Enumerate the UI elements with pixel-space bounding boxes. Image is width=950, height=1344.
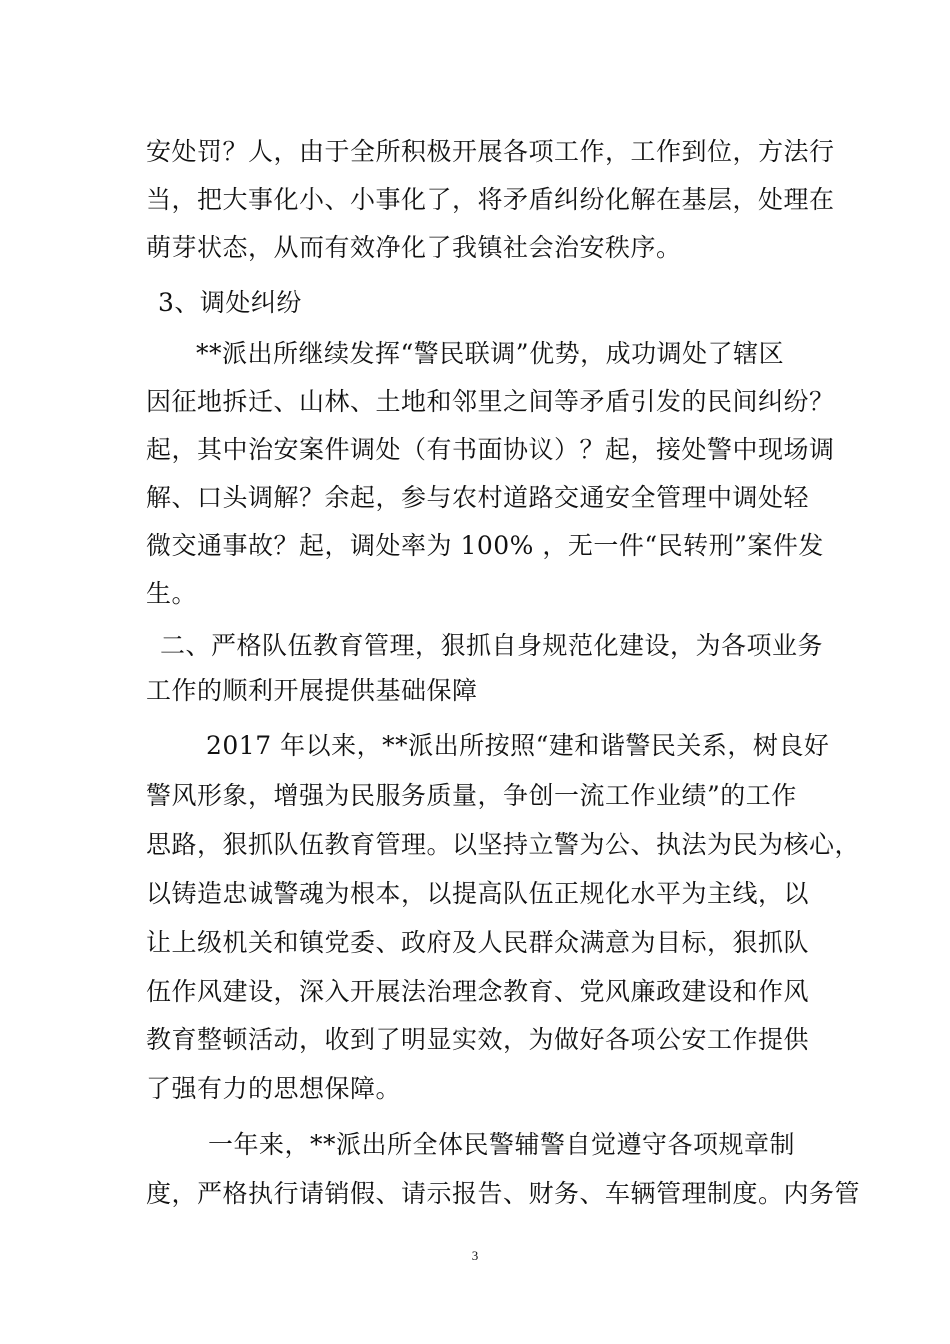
text-line: 一年来，**派出所全体民警辅警自觉遵守各项规章制 bbox=[208, 1130, 796, 1159]
text-line: 以铸造忠诚警魂为根本，以提高队伍正规化水平为主线，以 bbox=[146, 879, 810, 908]
section-heading: 二、严格队伍教育管理，狠抓自身规范化建设，为各项业务 bbox=[160, 631, 824, 660]
text-line: 安处罚？人，由于全所积极开展各项工作，工作到位，方法行 bbox=[146, 137, 835, 166]
text-line: 解、口头调解？余起，参与农村道路交通安全管理中调处轻 bbox=[146, 483, 810, 512]
text-line: 萌芽状态，从而有效净化了我镇社会治安秩序。 bbox=[146, 233, 682, 262]
text-line: 警风形象，增强为民服务质量，争创一流工作业绩”的工作 bbox=[146, 781, 797, 810]
text-line: 起，其中治安案件调处（有书面协议）？起，接处警中现场调 bbox=[146, 435, 835, 464]
section-heading: 工作的顺利开展提供基础保障 bbox=[146, 676, 478, 705]
page-number: 3 bbox=[471, 1248, 479, 1263]
text-line: **派出所继续发挥“警民联调”优势，成功调处了辖区 bbox=[196, 339, 785, 368]
text-line: 教育整顿活动，收到了明显实效，为做好各项公安工作提供 bbox=[146, 1025, 810, 1054]
text-line: 2017 年以来，**派出所按照“建和谐警民关系，树良好 bbox=[206, 731, 830, 760]
section-heading: 3、调处纠纷 bbox=[158, 288, 302, 317]
text-line: 度，严格执行请销假、请示报告、财务、车辆管理制度。内务管 bbox=[146, 1179, 861, 1208]
text-line: 当，把大事化小、小事化了，将矛盾纠纷化解在基层，处理在 bbox=[146, 185, 835, 214]
text-line: 了强有力的思想保障。 bbox=[146, 1074, 402, 1103]
text-line: 让上级机关和镇党委、政府及人民群众满意为目标，狠抓队 bbox=[146, 928, 810, 957]
text-line: 因征地拆迁、山林、土地和邻里之间等矛盾引发的民间纠纷？ bbox=[146, 387, 835, 416]
text-line: 生。 bbox=[146, 579, 198, 608]
text-line: 伍作风建设，深入开展法治理念教育、党风廉政建设和作风 bbox=[146, 977, 810, 1006]
text-line: 微交通事故？起，调处率为 100% ，无一件“民转刑”案件发 bbox=[146, 531, 824, 560]
text-line: 思路，狠抓队伍教育管理。以坚持立警为公、执法为民为核心， bbox=[146, 830, 861, 859]
